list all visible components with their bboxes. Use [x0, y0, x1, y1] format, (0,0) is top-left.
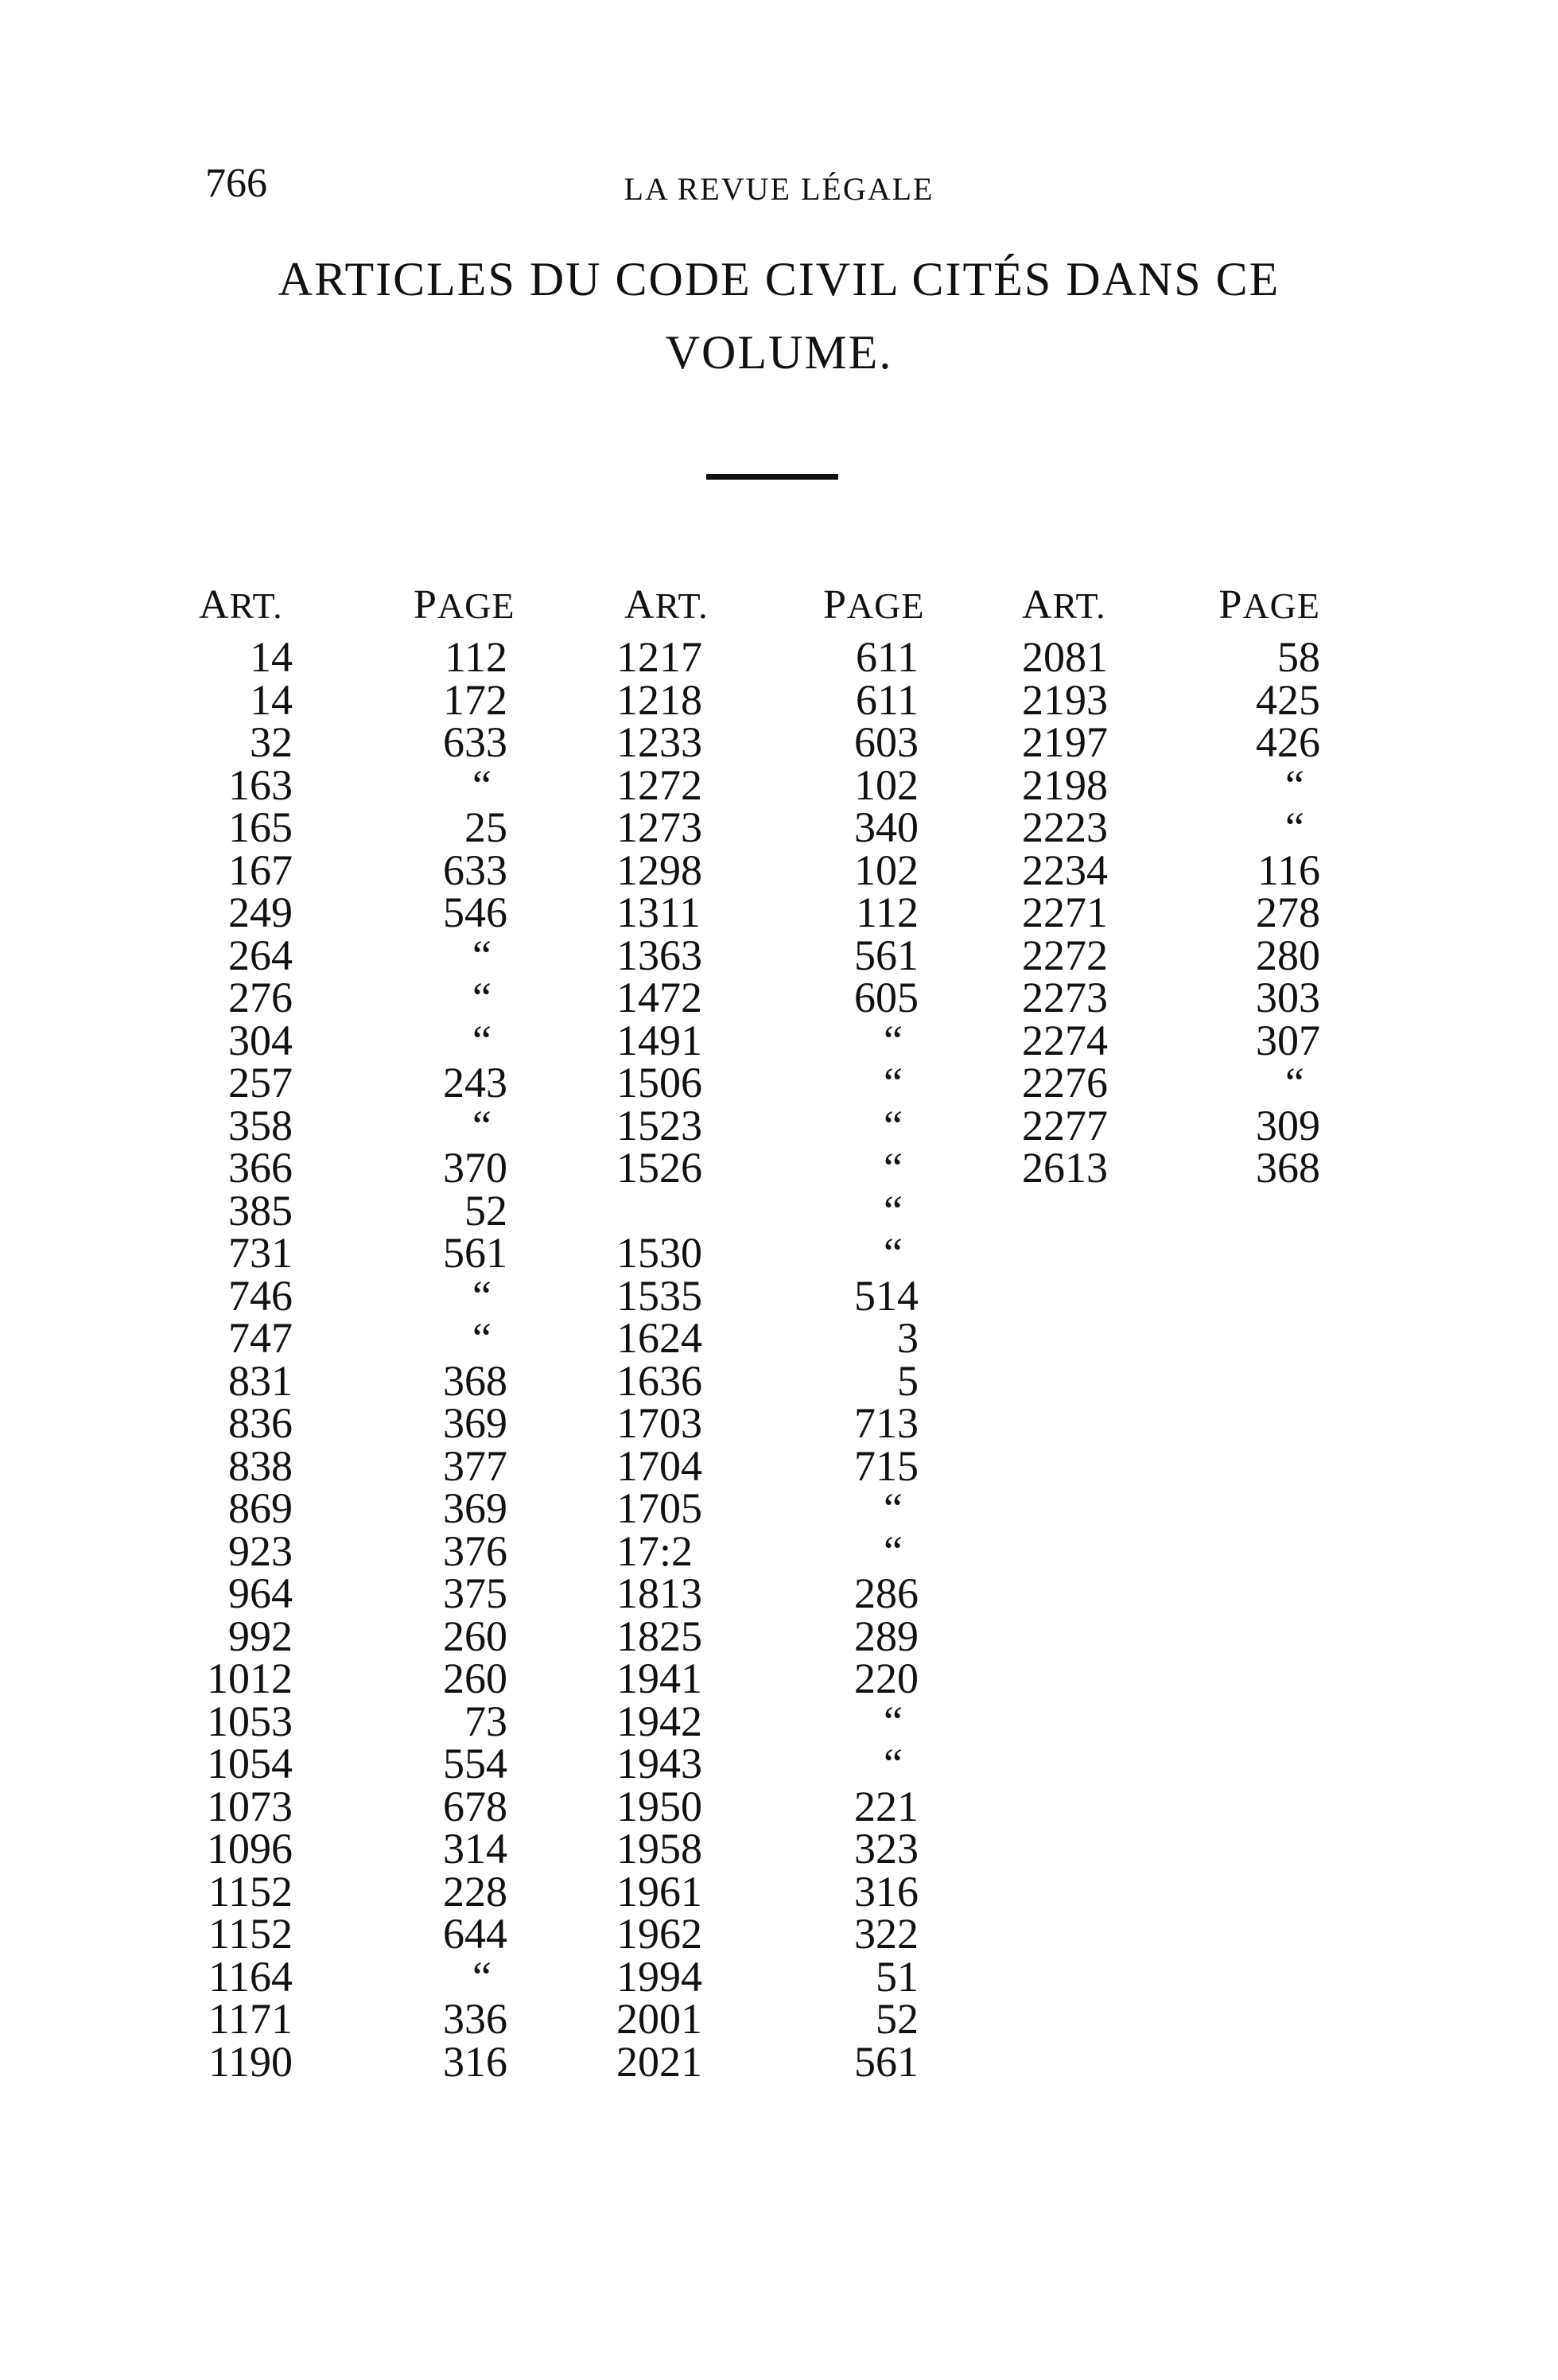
page-reference: 561 — [443, 1229, 507, 1277]
article-number: 14 — [250, 675, 293, 724]
article-number: 1994 — [616, 1952, 702, 2001]
page-reference: 316 — [443, 2037, 507, 2086]
page-reference: 309 — [1256, 1101, 1320, 1149]
title-line-2: VOLUME. — [665, 326, 893, 379]
page-reference: 713 — [854, 1399, 919, 1447]
page-reference: 370 — [443, 1144, 507, 1192]
article-number: 1962 — [616, 1910, 702, 1958]
article-number: 1190 — [208, 2037, 293, 2086]
page-reference: 260 — [443, 1612, 507, 1660]
page-reference: “ — [884, 1144, 903, 1192]
article-number: 167 — [228, 846, 293, 894]
page-reference: 678 — [443, 1782, 507, 1830]
article-number: 2197 — [1022, 718, 1108, 766]
article-number: 1217 — [616, 633, 702, 681]
page-reference: “ — [472, 931, 491, 979]
page-reference: 112 — [445, 633, 507, 681]
page-reference: 376 — [443, 1526, 507, 1575]
article-number: 992 — [228, 1612, 293, 1660]
article-number: 304 — [228, 1016, 293, 1064]
article-number: 1705 — [616, 1484, 702, 1532]
page-reference: 715 — [854, 1441, 919, 1490]
article-number — [616, 1190, 736, 1233]
page-reference: “ — [884, 1186, 903, 1235]
page-reference: 221 — [854, 1782, 919, 1830]
page-reference: 369 — [443, 1484, 507, 1532]
article-number: 1942 — [616, 1697, 702, 1745]
article-number: 831 — [228, 1356, 293, 1405]
page-reference: 243 — [443, 1059, 507, 1106]
title-line-1: ARTICLES DU CODE CIVIL CITÉS DANS CE — [278, 253, 1280, 305]
article-number: 1096 — [207, 1825, 293, 1872]
article-number: 2198 — [1022, 760, 1108, 809]
page-reference: 25 — [464, 803, 507, 851]
article-number: 2021 — [616, 2037, 702, 2086]
page-reference: 52 — [876, 1995, 919, 2043]
page-reference: 58 — [1277, 633, 1320, 681]
page-reference: “ — [884, 1101, 903, 1149]
article-number: 165 — [228, 803, 293, 851]
page-reference: “ — [884, 1697, 903, 1745]
page-reference: 554 — [443, 1740, 507, 1787]
article-number: 731 — [228, 1229, 293, 1277]
page-reference: “ — [472, 974, 491, 1021]
article-number: 1054 — [207, 1740, 293, 1787]
page-reference: “ — [472, 1101, 491, 1149]
page-reference: 286 — [854, 1569, 919, 1617]
article-number: 1624 — [616, 1314, 702, 1362]
article-number: 2272 — [1022, 931, 1108, 979]
page-reference: 316 — [854, 1867, 919, 1915]
page-reference: “ — [472, 1016, 491, 1064]
page-reference: 546 — [443, 889, 507, 936]
article-number: 1298 — [616, 846, 702, 894]
page-reference: “ — [472, 1314, 491, 1362]
page-reference: 561 — [854, 2037, 919, 2086]
article-number: 1012 — [207, 1655, 293, 1702]
article-number: 17:2 — [616, 1526, 694, 1575]
page-header: PAGE — [414, 582, 515, 628]
page-reference: 323 — [854, 1825, 919, 1872]
title-rule — [706, 474, 838, 480]
article-number: 1152 — [208, 1910, 293, 1958]
page-reference: 425 — [1256, 675, 1320, 724]
page-reference: 375 — [443, 1569, 507, 1617]
article-number: 1491 — [616, 1016, 702, 1064]
page-number: 766 — [205, 161, 267, 206]
article-number: 1636 — [616, 1356, 702, 1405]
article-number: 2274 — [1022, 1016, 1108, 1064]
page-reference: 289 — [854, 1612, 919, 1660]
art-header: ART. — [624, 582, 709, 628]
article-number: 1152 — [208, 1867, 293, 1915]
page-reference: 51 — [876, 1952, 919, 2001]
article-number: 1218 — [616, 675, 702, 724]
article-number: 869 — [228, 1484, 293, 1532]
page-reference: 102 — [854, 760, 919, 809]
article-number: 1958 — [616, 1825, 702, 1872]
article-number: 1523 — [616, 1101, 702, 1149]
page-reference: “ — [884, 1484, 903, 1532]
article-number: 1961 — [616, 1867, 702, 1915]
article-number: 2223 — [1022, 803, 1108, 851]
article-number: 746 — [228, 1271, 293, 1320]
article-number: 1363 — [616, 931, 702, 979]
article-number: 2001 — [616, 1995, 702, 2043]
page-reference: “ — [884, 1229, 903, 1277]
article-number: 2273 — [1022, 974, 1108, 1021]
page-reference: 611 — [856, 675, 919, 724]
article-number: 32 — [250, 718, 293, 766]
page-reference: 220 — [854, 1655, 919, 1702]
page-reference: “ — [472, 1271, 491, 1320]
page-title — [0, 243, 1558, 389]
page-reference: “ — [472, 760, 491, 809]
page-reference: 377 — [443, 1441, 507, 1490]
article-number: 2234 — [1022, 846, 1108, 894]
page-reference: “ — [1285, 1059, 1304, 1106]
page-reference: 52 — [464, 1186, 507, 1235]
page-reference: 112 — [856, 889, 919, 936]
page-reference: “ — [884, 1526, 903, 1575]
page-reference: 369 — [443, 1399, 507, 1447]
page-header: PAGE — [823, 582, 925, 628]
article-number: 836 — [228, 1399, 293, 1447]
page-reference: 303 — [1256, 974, 1320, 1021]
article-number: 264 — [228, 931, 293, 979]
article-number: 1164 — [208, 1952, 293, 2001]
page-reference: “ — [884, 1016, 903, 1064]
page-reference: 314 — [443, 1825, 507, 1872]
article-number: 1530 — [616, 1229, 702, 1277]
article-number: 1943 — [616, 1740, 702, 1787]
page-reference: 633 — [443, 846, 507, 894]
art-column-3 — [1022, 582, 1157, 1192]
article-number: 249 — [228, 889, 293, 936]
page-reference: 116 — [1257, 846, 1320, 894]
page-reference: “ — [884, 1059, 903, 1106]
article-number: 276 — [228, 974, 293, 1021]
article-number: 2276 — [1022, 1059, 1108, 1106]
page-reference: 514 — [854, 1271, 919, 1320]
page-reference: 228 — [443, 1867, 507, 1915]
page-reference: 5 — [897, 1356, 919, 1405]
article-number: 1703 — [616, 1399, 702, 1447]
page-reference: 3 — [897, 1314, 919, 1362]
page-reference: 73 — [464, 1697, 507, 1745]
page-reference: 611 — [856, 633, 919, 681]
article-number: 1053 — [207, 1697, 293, 1745]
article-number: 2271 — [1022, 889, 1108, 936]
page-reference: 426 — [1256, 718, 1320, 766]
article-number: 1311 — [616, 889, 701, 936]
article-number: 2613 — [1022, 1144, 1108, 1192]
page-column-3 — [1209, 582, 1320, 1192]
article-number: 1813 — [616, 1569, 702, 1617]
page-header: PAGE — [1218, 582, 1320, 628]
article-number: 1472 — [616, 974, 702, 1021]
page-reference: 322 — [854, 1910, 919, 1958]
page-reference: 278 — [1256, 889, 1320, 936]
article-number: 2277 — [1022, 1101, 1108, 1149]
page-reference: 340 — [854, 803, 919, 851]
page-reference: “ — [884, 1740, 903, 1787]
page-reference: 603 — [854, 718, 919, 766]
page-column-1 — [406, 582, 515, 2086]
page-reference: 260 — [443, 1655, 507, 1702]
page-reference: 633 — [443, 718, 507, 766]
article-number: 1950 — [616, 1782, 702, 1830]
page-reference: 336 — [443, 1995, 507, 2043]
article-number: 1171 — [208, 1995, 293, 2043]
article-number: 1233 — [616, 718, 702, 766]
art-header: ART. — [1022, 582, 1106, 628]
page-reference: 368 — [1256, 1144, 1320, 1192]
article-number: 358 — [228, 1101, 293, 1149]
article-number: 366 — [228, 1144, 293, 1192]
article-number: 1073 — [207, 1782, 293, 1830]
article-number: 838 — [228, 1441, 293, 1490]
article-number: 747 — [228, 1314, 293, 1362]
page-reference: 644 — [443, 1910, 507, 1958]
article-number: 923 — [228, 1526, 293, 1575]
article-number: 1506 — [616, 1059, 702, 1106]
article-number: 1535 — [616, 1271, 702, 1320]
article-number: 1825 — [616, 1612, 702, 1660]
art-column-1 — [199, 582, 293, 2086]
art-header: ART. — [199, 582, 283, 628]
page-reference: 307 — [1256, 1016, 1320, 1064]
page-reference: “ — [1285, 803, 1304, 851]
article-number: 257 — [228, 1059, 293, 1106]
page-reference: “ — [1285, 760, 1304, 809]
article-number: 1272 — [616, 760, 702, 809]
page-reference: 172 — [443, 675, 507, 724]
article-number: 1526 — [616, 1144, 702, 1192]
page-reference: 102 — [854, 846, 919, 894]
article-number: 1704 — [616, 1441, 702, 1490]
page-reference: 368 — [443, 1356, 507, 1405]
page-reference: 561 — [854, 931, 919, 979]
page-column-2 — [807, 582, 925, 2086]
page-reference: 605 — [854, 974, 919, 1021]
article-number: 1273 — [616, 803, 702, 851]
art-column-2 — [616, 582, 736, 2086]
running-head: LA REVUE LÉGALE — [624, 171, 934, 207]
page-reference: 280 — [1256, 931, 1320, 979]
article-number: 964 — [228, 1569, 293, 1617]
article-number: 2081 — [1022, 633, 1108, 681]
article-number: 163 — [228, 760, 293, 809]
article-number: 1941 — [616, 1655, 702, 1702]
article-number: 385 — [228, 1186, 293, 1235]
article-number: 2193 — [1022, 675, 1108, 724]
article-number: 14 — [250, 633, 293, 681]
page-reference: “ — [472, 1952, 491, 2001]
